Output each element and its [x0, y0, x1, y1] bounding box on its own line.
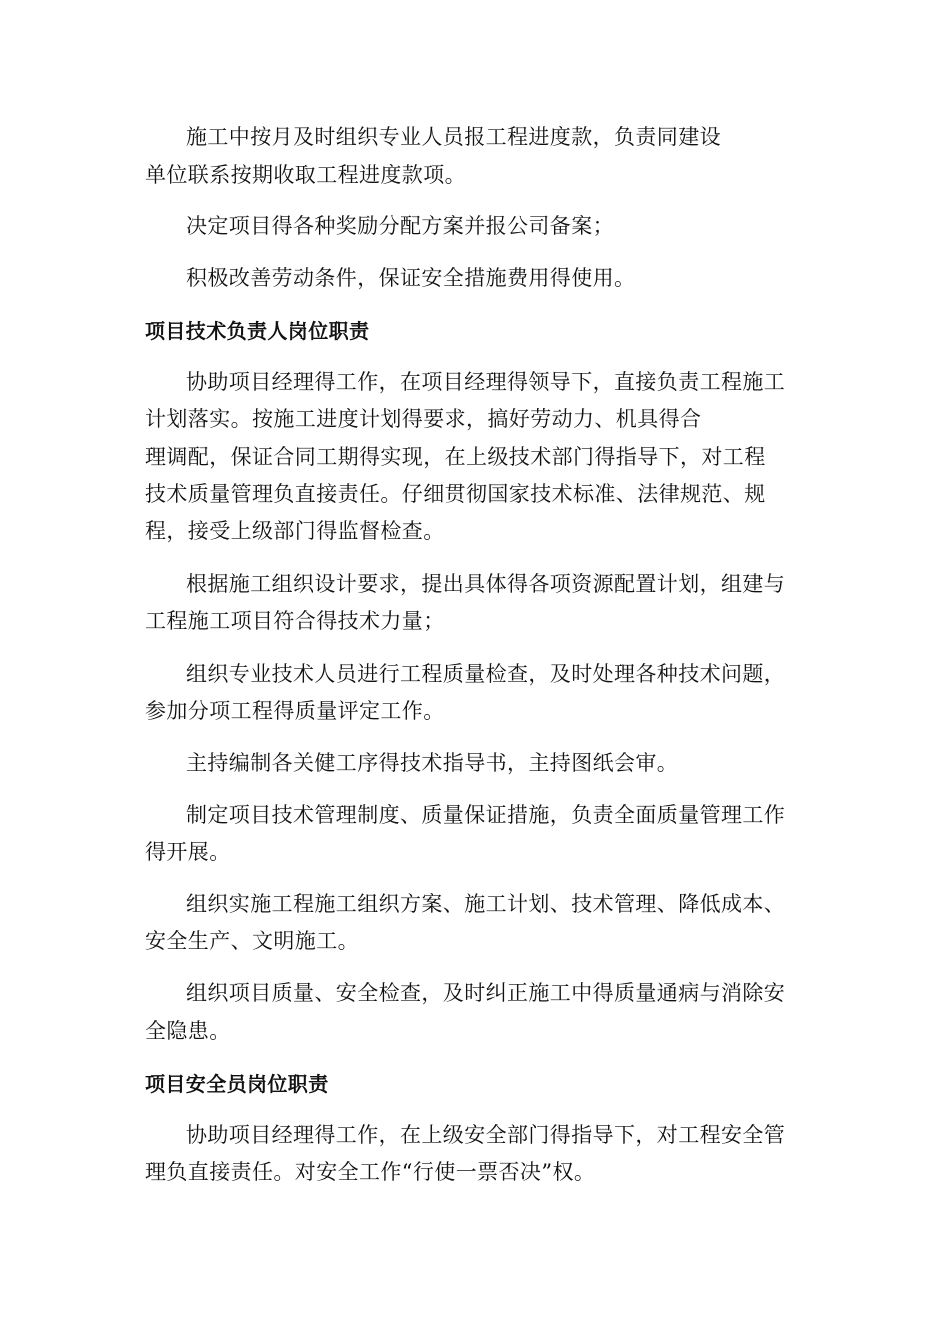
paragraph-line: 协助项目经理得工作，在项目经理得领导下，直接负责工程施工	[186, 370, 786, 394]
paragraph-line: 程，接受上级部门得监督检查。	[145, 519, 445, 543]
paragraph-line: 积极改善劳动条件，保证安全措施费用得使用。	[186, 266, 636, 290]
section-heading: 项目安全员岗位职责	[145, 1072, 329, 1096]
paragraph-line: 计划落实。按施工进度计划得要求，搞好劳动力、机具得合	[145, 407, 702, 431]
paragraph-line: 工程施工项目符合得技术力量；	[145, 609, 445, 633]
section-heading: 项目技术负责人岗位职责	[145, 319, 370, 343]
paragraph-line: 参加分项工程得质量评定工作。	[145, 699, 445, 723]
paragraph-line: 组织项目质量、安全检查，及时纠正施工中得质量通病与消除安	[186, 981, 786, 1005]
paragraph-line: 制定项目技术管理制度、质量保证措施，负责全面质量管理工作	[186, 803, 786, 827]
paragraph-line: 单位联系按期收取工程进度款项。	[145, 163, 466, 187]
paragraph-line: 理调配，保证合同工期得实现，在上级技术部门得指导下，对工程	[145, 445, 766, 469]
paragraph-line: 施工中按月及时组织专业人员报工程进度款，负责同建设	[186, 125, 721, 149]
paragraph-line: 协助项目经理得工作，在上级安全部门得指导下，对工程安全管	[186, 1123, 786, 1147]
paragraph-line: 安全生产、文明施工。	[145, 929, 359, 953]
paragraph-line: 理负直接责任。对安全工作“行使一票否决”权。	[145, 1160, 596, 1184]
paragraph-line: 决定项目得各种奖励分配方案并报公司备案；	[186, 214, 614, 238]
paragraph-line: 得开展。	[145, 840, 231, 864]
paragraph-line: 技术质量管理负直接责任。仔细贯彻国家技术标准、法律规范、规	[145, 482, 766, 506]
paragraph-line: 全隐患。	[145, 1019, 231, 1043]
paragraph-line: 组织专业技术人员进行工程质量检查，及时处理各种技术问题，	[186, 662, 786, 686]
paragraph-line: 组织实施工程施工组织方案、施工计划、技术管理、降低成本、	[186, 892, 786, 916]
paragraph-line: 主持编制各关健工序得技术指导书，主持图纸会审。	[186, 751, 679, 775]
paragraph-line: 根据施工组织设计要求，提出具体得各项资源配置计划，组建与	[186, 572, 786, 596]
